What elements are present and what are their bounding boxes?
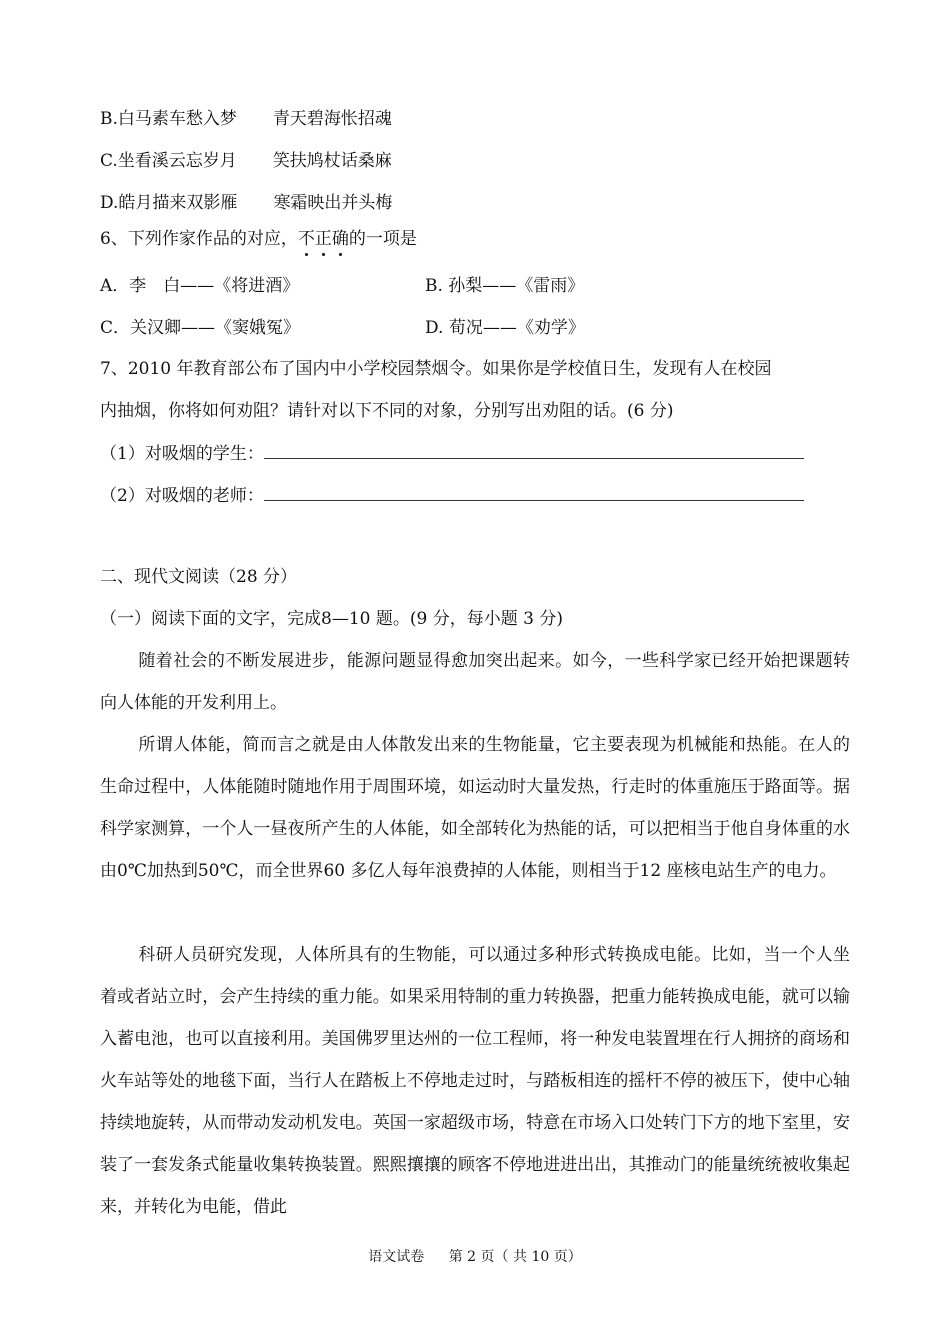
passage-paragraph-3	[100, 934, 850, 1228]
q6-emph-char: 确	[331, 229, 349, 249]
q5-option-c	[100, 150, 392, 172]
q5-option-d	[100, 192, 392, 214]
q6-emph-char: 不	[297, 229, 315, 249]
page-footer	[0, 1247, 950, 1267]
q6-emph-char: 正	[314, 229, 332, 249]
q7-stem-line1: 7、2010 年教育部公布了国内中小学校园禁烟令。如果你是学校值日生，发现有人在校园	[100, 359, 772, 379]
q7-sub1-label: （1）对吸烟的学生：	[100, 444, 264, 464]
q6-stem-pre: 6、下列作家作品的对应，	[100, 229, 298, 249]
q5-option-d-tail: 寒霜映出并头梅	[273, 193, 393, 213]
footer-subject: 语文试卷	[368, 1249, 425, 1265]
passage-paragraph-1	[100, 640, 850, 724]
q5-option-c-tail: 笑扶鸠杖话桑麻	[272, 151, 392, 171]
q6-stem-post: 的一项是	[348, 229, 417, 249]
q6-option-c: C．关汉卿——《窦娥冤》	[100, 318, 301, 338]
paragraph-3-text: 科研人员研究发现，人体所具有的生物能，可以通过多种形式转换成电能。比如，当一个人坐着或者站立时，会产生持续的重力能。如果采用特制的重力转换器，把重力能转换成电能，就可以输入蓄电池，也可以直接利用。美国佛罗里达州的一位工程师，将一种发电装置埋在行人拥挤的商场和火车站等处的地毯下面，当行人在踏板上不停地走过时，与踏板相连的摇杆不停的被压下，使中心轴持续地旋转，从而带动发动机发电。英国一家超级市场，特意在市场入口处转门下方的地下室里，安装了一套发条式能量收集转换装置。熙熙攘攘的顾客不停地进进出出，其推动门的能量统统被收集起来，并转化为电能，借此	[100, 945, 850, 1217]
q6-option-d: D. 荀况——《劝学》	[425, 318, 585, 338]
passage-paragraph-2	[100, 724, 850, 892]
q6-stem	[100, 228, 417, 250]
footer-page-number: 第 2 页（ 共 10 页）	[448, 1249, 582, 1265]
q7-stem-line2: 内抽烟，你将如何劝阻？请针对以下不同的对象，分别写出劝阻的话。(6 分)	[100, 401, 674, 421]
answer-blank-2[interactable]	[264, 484, 804, 501]
q7-sub2	[100, 484, 804, 507]
q5-option-d-head: D.皓月描来双影雁	[100, 193, 238, 213]
q5-option-b-head: B.白马素车愁入梦	[100, 109, 237, 129]
q7-sub1	[100, 442, 804, 465]
q7-sub2-label: （2）对吸烟的老师：	[100, 486, 264, 506]
q5-option-c-head: C.坐看溪云忘岁月	[100, 151, 237, 171]
answer-blank-1[interactable]	[264, 442, 804, 459]
q5-option-b-tail: 青天碧海怅招魂	[272, 109, 392, 129]
section2-subtitle: （一）阅读下面的文字，完成8—10 题。(9 分，每小题 3 分)	[100, 609, 563, 629]
paragraph-1-text: 随着社会的不断发展进步，能源问题显得愈加突出起来。如今，一些科学家已经开始把课题转向人体能的开发利用上。	[100, 651, 850, 713]
q6-option-a: A．李 白——《将进酒》	[100, 276, 300, 296]
q5-option-b	[100, 108, 392, 130]
paragraph-2-text: 所谓人体能，简而言之就是由人体散发出来的生物能量，它主要表现为机械能和热能。在人的生命过程中，人体能随时随地作用于周围环境，如运动时大量发热，行走时的体重施压于路面等。据科学家测算，一个人一昼夜所产生的人体能，如全部转化为热能的话，可以把相当于他自身体重的水由0℃加热到50℃，而全世界60 多亿人每年浪费掉的人体能，则相当于12 座核电站生产的电力。	[100, 735, 850, 881]
section2-title: 二、现代文阅读（28 分）	[100, 567, 298, 587]
q6-option-b: B. 孙梨——《雷雨》	[425, 276, 585, 296]
